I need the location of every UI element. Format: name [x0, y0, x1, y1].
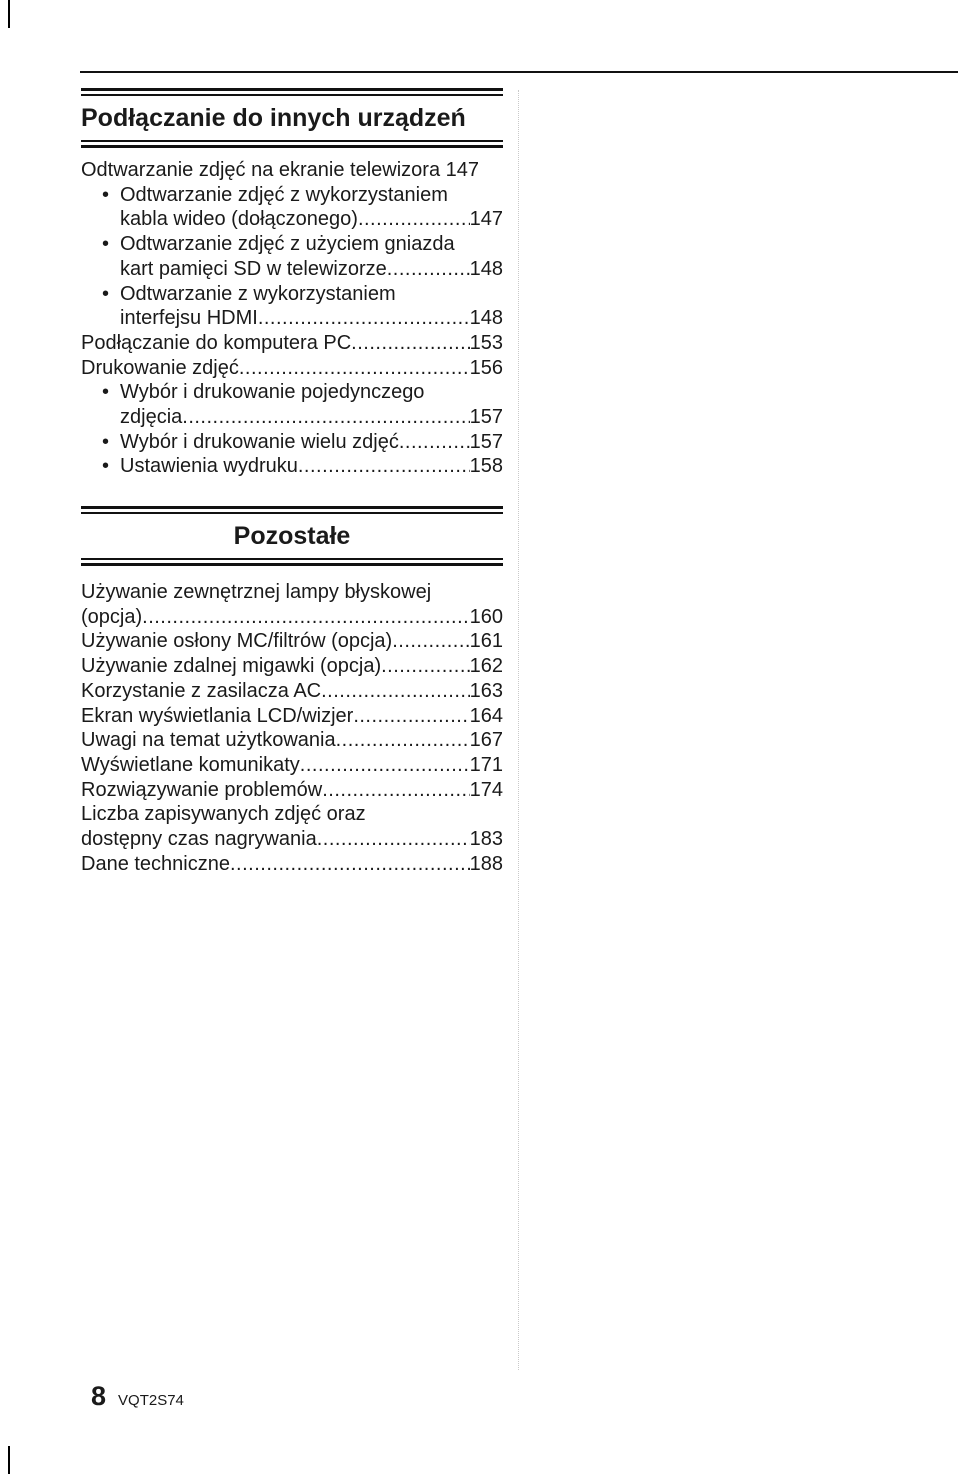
section1-title: Podłączanie do innych urządzeń	[81, 104, 466, 132]
toc-entry[interactable]: • Ustawienia wydruku ..... 158	[81, 454, 503, 479]
section1-toc	[81, 158, 503, 479]
crop-mark-top-left	[8, 0, 10, 28]
toc-entry[interactable]: • Odtwarzanie zdjęć z wykorzystaniem kabla wideo (dołączonego) ..... 147	[81, 183, 503, 232]
toc-entry[interactable]: Używanie zdalnej migawki (opcja) ..... 162	[81, 654, 503, 679]
toc-entry[interactable]: Wyświetlane komunikaty ..... 171	[81, 753, 503, 778]
toc-entry[interactable]: Uwagi na temat użytkowania ..... 167	[81, 728, 503, 753]
toc-entry[interactable]: Ekran wyświetlania LCD/wizjer ..... 164	[81, 704, 503, 729]
bullet-icon: •	[102, 233, 110, 256]
top-rule	[80, 71, 958, 73]
section2-title: Pozostałe	[233, 522, 351, 550]
toc-entry[interactable]: • Wybór i drukowanie pojedynczego zdjęcia ..... 157	[81, 380, 503, 429]
toc-entry[interactable]: Odtwarzanie zdjęć na ekranie telewizora 147	[81, 159, 480, 181]
toc-entry[interactable]: • Odtwarzanie z wykorzystaniem interfejsu HDMI ..... 148	[81, 282, 503, 331]
bullet-icon: •	[102, 430, 110, 453]
header-rule-top	[81, 506, 503, 515]
bullet-icon: •	[102, 282, 110, 305]
toc-entry[interactable]: Podłączanie do komputera PC ..... 153	[81, 331, 503, 356]
page-footer	[91, 1381, 184, 1412]
doc-code: VQT2S74	[118, 1392, 184, 1409]
header-rule-top	[81, 88, 503, 97]
crop-mark-bottom-left	[8, 1446, 10, 1474]
bullet-icon: •	[102, 183, 110, 206]
header-rule-bottom	[81, 140, 503, 149]
toc-entry[interactable]: Drukowanie zdjęć ..... 156	[81, 356, 503, 381]
page-number: 8	[91, 1381, 107, 1411]
section1-header	[81, 88, 503, 149]
toc-entry[interactable]: Dane techniczne ..... 188	[81, 852, 503, 877]
toc-entry[interactable]: Rozwiązywanie problemów ..... 174	[81, 778, 503, 803]
section2-toc	[81, 580, 503, 876]
toc-entry[interactable]: • Odtwarzanie zdjęć z użyciem gniazda kart pamięci SD w telewizorze ..... 148	[81, 232, 503, 281]
toc-entry[interactable]: Używanie osłony MC/filtrów (opcja) ..... 161	[81, 629, 503, 654]
toc-entry[interactable]: Używanie zewnętrznej lampy błyskowej (opcja) ..... 160	[81, 580, 503, 629]
toc-entry[interactable]: • Wybór i drukowanie wielu zdjęć ..... 157	[81, 430, 503, 455]
bullet-icon: •	[102, 381, 110, 404]
header-rule-bottom	[81, 558, 503, 567]
bullet-icon: •	[102, 455, 110, 478]
column-separator	[518, 90, 519, 1370]
toc-entry[interactable]: Korzystanie z zasilacza AC ..... 163	[81, 679, 503, 704]
section2-header	[81, 506, 503, 567]
toc-entry[interactable]: Liczba zapisywanych zdjęć oraz dostępny czas nagrywania ..... 183	[81, 802, 503, 851]
